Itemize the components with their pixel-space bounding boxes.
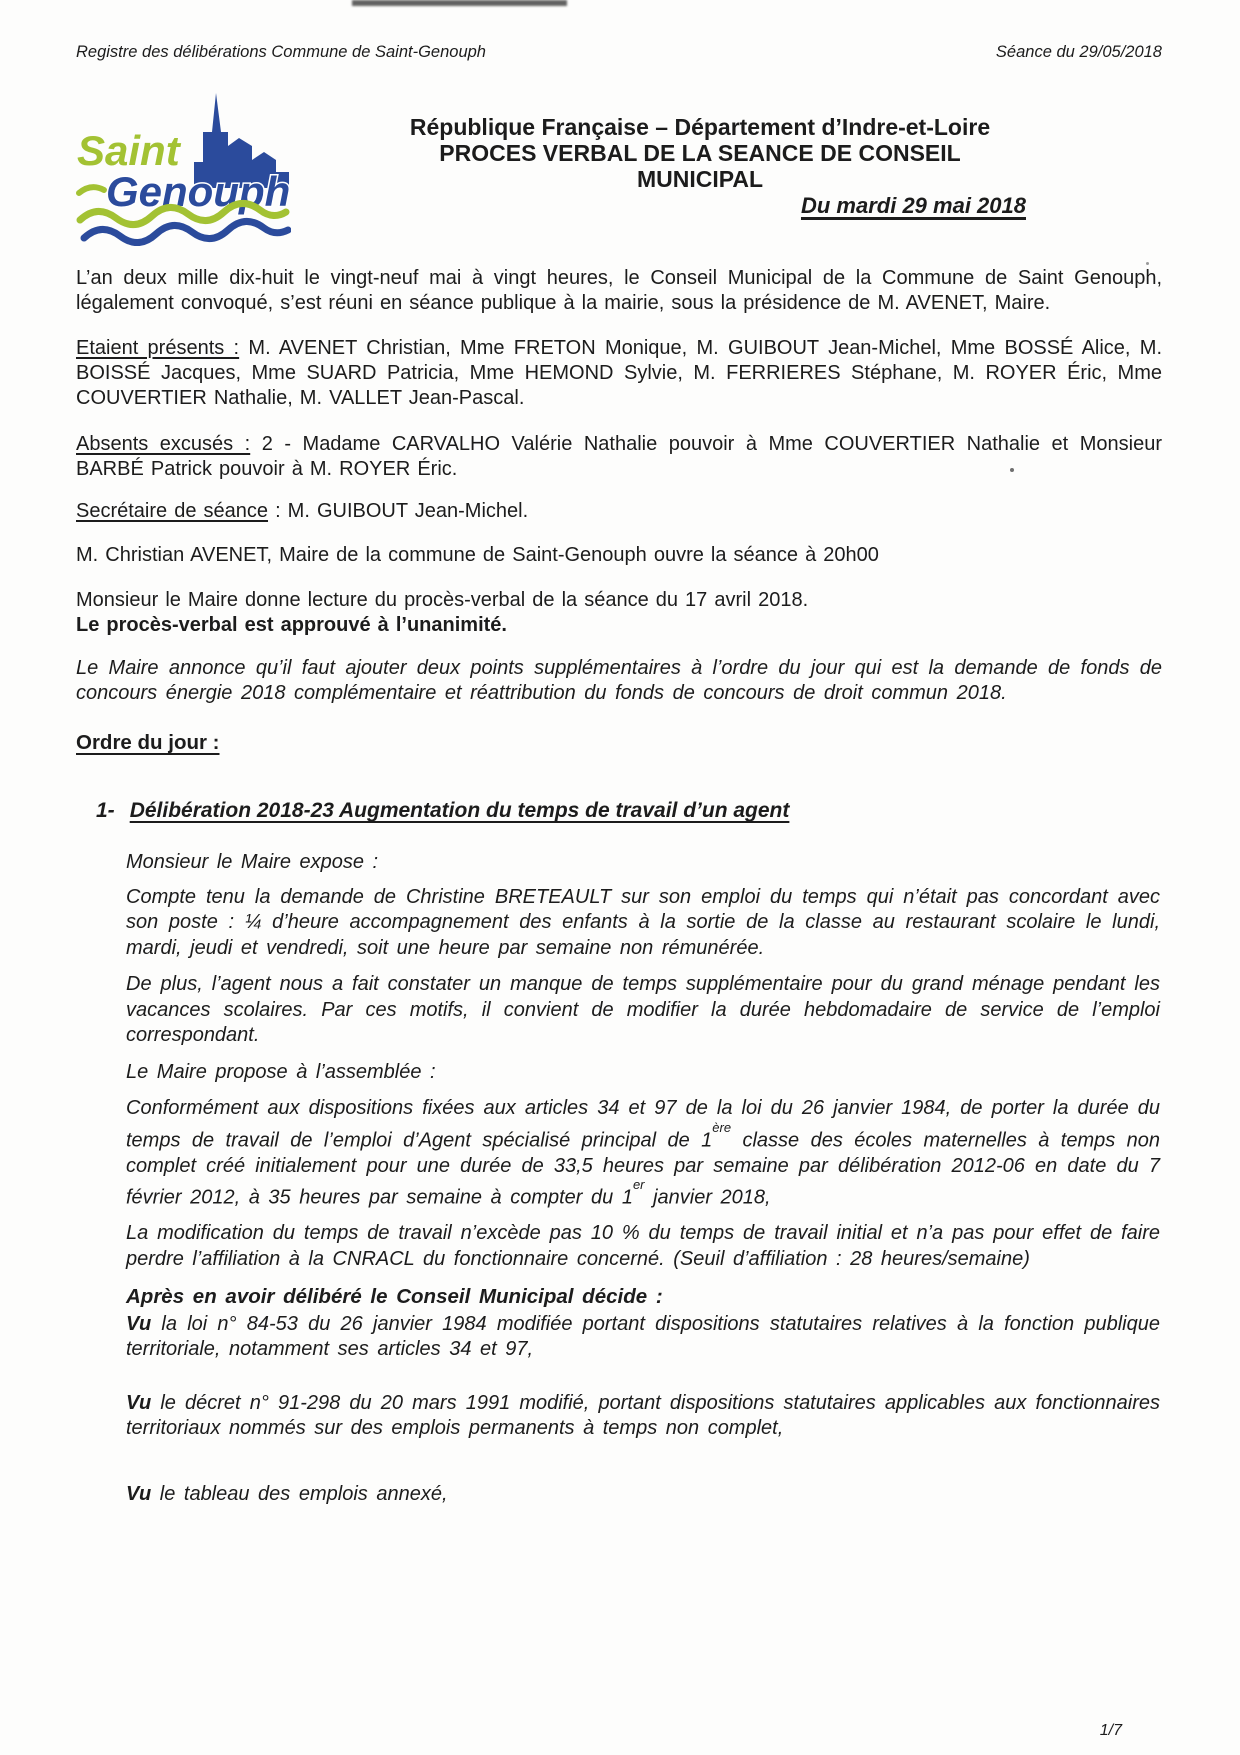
deliberation-vu-2: Vu le décret n° 91-298 du 20 mars 1991 modifié, portant dispositions statutaires applicables aux fonctionnaires territoriaux nommés sur des emplois permanents à temps non complet, [126,1391,1160,1440]
commune-logo-graphic [76,88,291,246]
presents-text: M. AVENET Christian, Mme FRETON Monique, M. GUIBOUT Jean-Michel, Mme BOSSÉ Alice, M. BOISSÉ Jacques, Mme SUARD Patricia, Mme HEMOND Sylvie, M. FERRIERES Stéphane, M. ROYER Éric, Mme COUVERTIER Nathalie, M. VALLET Jean-Pascal. [76,337,1162,409]
logo-text-genouph: Genouph [106,168,291,215]
deliberation-vu-3: Vu le tableau des emplois annexé, [126,1482,448,1505]
agenda-item-number: 1- [96,799,115,822]
paragraph-absents [76,432,1162,482]
header-left-text: Registre des délibérations Commune de Saint-Genouph [76,43,486,61]
superscript-ere: ère [712,1119,732,1135]
vu-label: Vu [126,1391,152,1414]
page-number: 1/7 [1099,1722,1122,1739]
superscript-er: er [632,1177,645,1193]
scan-artifact-dot [1146,262,1149,265]
agenda-item-title: Délibération 2018-23 Augmentation du temps de travail d’un agent [129,799,790,822]
title-block [374,114,1026,219]
agenda-title: Ordre du jour : [76,731,220,754]
wave-dash-icon [79,187,104,193]
scan-artifact-dot [1010,468,1014,472]
deliberation-paragraph-2: De plus, l’agent nous a fait constater un manque de temps supplémentaire pour du grand ménage pendant les vacances scolaires. Par ces motifs, il convient de modifier la durée hebdomadaire de service de l’emploi correspondant. [126,973,1160,1046]
presents-label: Etaient présents : [76,337,240,359]
paragraph-secretary [76,499,1162,524]
scan-artifact-top [352,0,567,6]
secretary-label: Secrétaire de séance [76,500,269,522]
paragraph-opening: L’an deux mille dix-huit le vingt-neuf mai à vingt heures, le Conseil Municipal de la Commune de Saint Genouph, légalement convoqué, s’est réuni en séance publique à la mairie, sous la présidence de M. AVENET, Maire. [76,267,1162,314]
paragraph-presents [76,336,1162,411]
deliberation-paragraph-1: Compte tenu la demande de Christine BRETEAULT sur son emploi du temps qui n’était pas concordant avec son poste : ¼ d’heure accompagnement des enfants à la sortie de la classe au restaurant scolaire le lundi, mardi, jeudi et vendredi, soit une heure par semaine non rémunérée. [126,885,1160,959]
deliberation-decision-heading: Après en avoir délibéré le Conseil Municipal décide : [126,1285,663,1309]
title-republic: République Française – Département d’Indre-et-Loire [409,114,991,140]
deliberation-vu-1: Vu la loi n° 84-53 du 26 janvier 1984 modifiée portant dispositions statutaires relatives à la fonction publique territoriale, notamment ses articles 34 et 97, [126,1312,1160,1361]
title-date: Du mardi 29 mai 2018 [800,193,1026,218]
deliberation-section [126,850,1160,1507]
absents-text: 2 - Madame CARVALHO Valérie Nathalie pouvoir à Mme COUVERTIER Nathalie et Monsieur BARBÉ Patrick pouvoir à M. ROYER Éric. [76,433,1163,480]
paragraph-session-open: M. Christian AVENET, Maire de la commune de Saint-Genouph ouvre la séance à 20h00 [76,544,879,566]
approval-text: Le procès-verbal est approuvé à l’unanimité. [76,614,507,636]
absents-label: Absents excusés : [76,433,251,455]
title-proces-verbal: PROCES VERBAL DE LA SEANCE DE CONSEIL MUNICIPAL [439,140,961,192]
header-right-text: Séance du 29/05/2018 [995,43,1162,61]
deliberation-paragraph-3: Le Maire propose à l’assemblée : [126,1060,436,1083]
secretary-text: : M. GUIBOUT Jean-Michel. [268,500,529,522]
agenda-item-1 [96,797,1162,824]
paragraph-announcement: Le Maire annonce qu’il faut ajouter deux points supplémentaires à l’ordre du jour qui est la demande de fonds de concours énergie 2018 complémentaire et réattribution du fonds de concours de droit commun 2018. [76,657,1162,704]
commune-logo [76,88,291,251]
running-header [76,42,1162,63]
vu-label: Vu [126,1312,152,1335]
paragraph-lecture [76,588,1162,638]
deliberation-paragraph-4: Conformément aux dispositions fixées aux articles 34 et 97 de la loi du 26 janvier 1984, de porter la durée du temps de travail de l’emploi d’Agent spécialisé principal de 1ère classe des écoles maternelles à temps non complet créé initialement pour une durée de 33,5 heures par semaine par délibération 2012-06 en date du 7 février 2012, à 35 heures par semaine à compter du 1er janvier 2018, [126,1097,1161,1209]
deliberation-expose: Monsieur le Maire expose : [126,851,379,873]
logo-text-saint: Saint [77,127,180,174]
blue-wave-icon [84,221,288,242]
masthead [76,88,1162,246]
vu-label: Vu [126,1482,152,1505]
deliberation-paragraph-5: La modification du temps de travail n’excède pas 10 % du temps de travail initial et n’a pas pour effet de faire perdre l’affiliation à la CNRACL du fonctionnaire concerné. (Seuil d’affiliation : 28 heures/semaine) [126,1222,1160,1270]
lecture-text: Monsieur le Maire donne lecture du procès-verbal de la séance du 17 avril 2018. [76,589,809,611]
